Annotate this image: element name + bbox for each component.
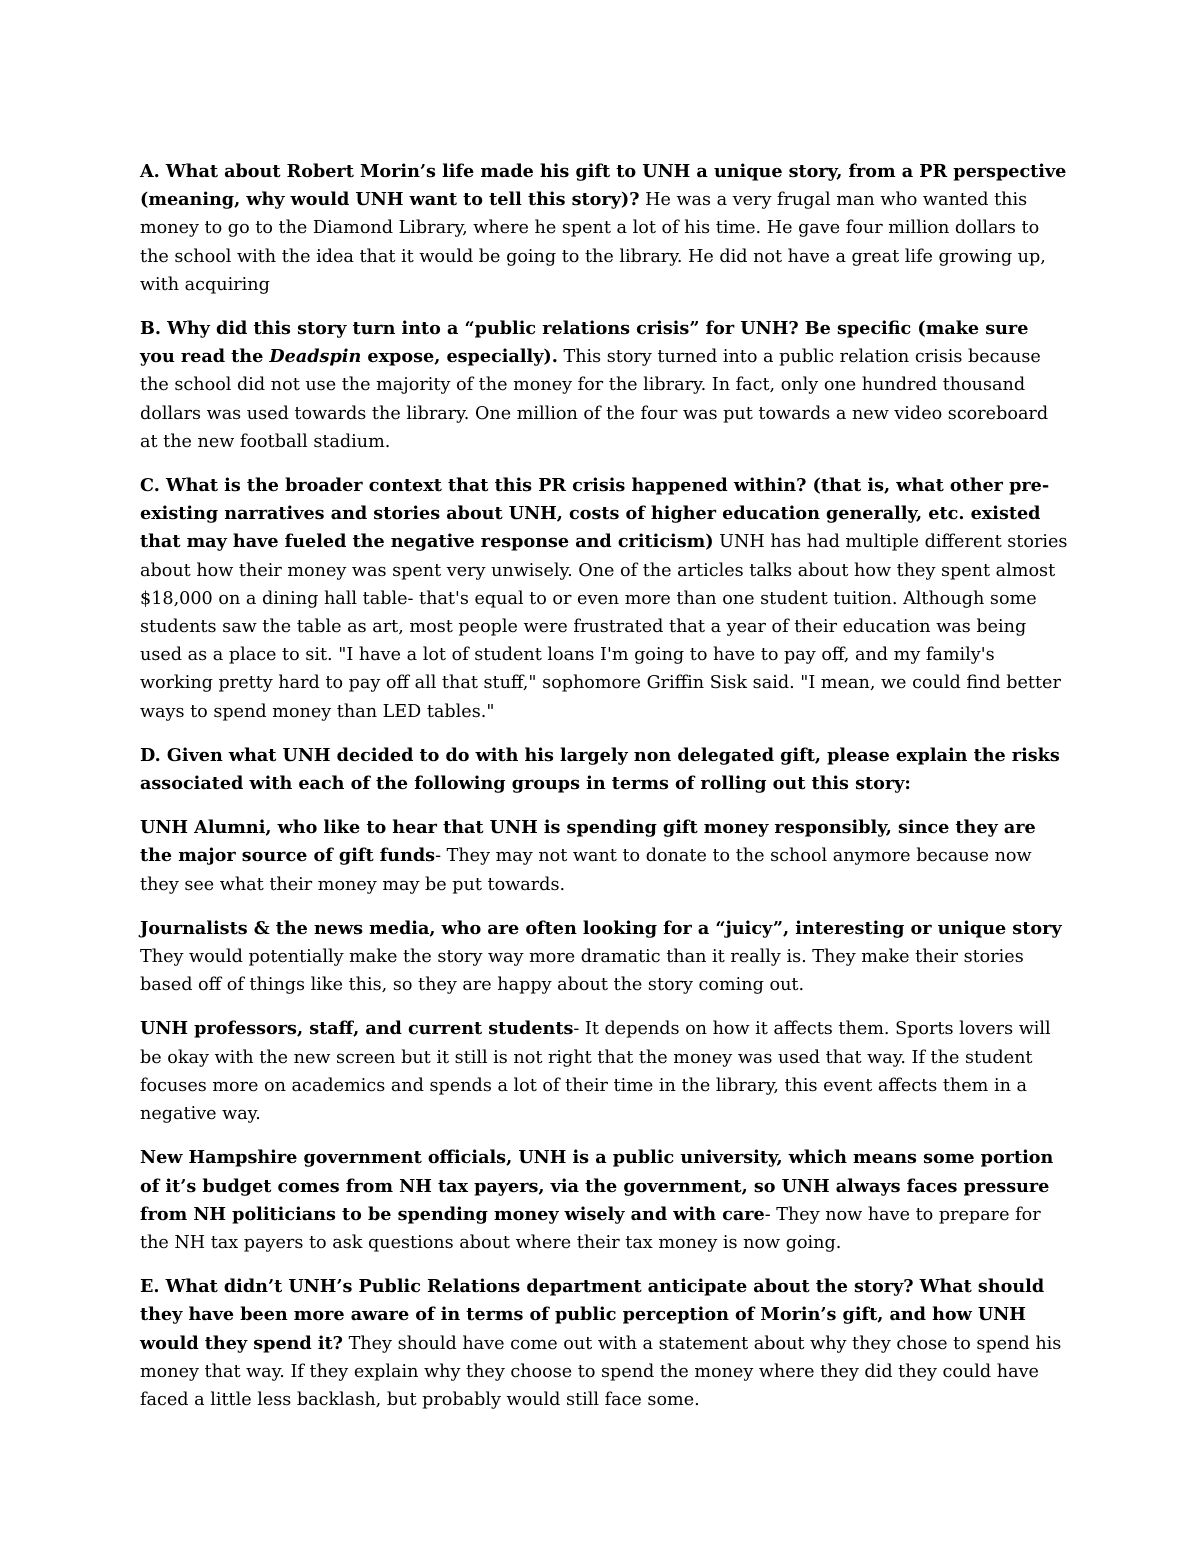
section-alumni [140, 814, 1068, 899]
answer-government: - They now have to prepare for the NH tax payers to ask questions about where their tax money is now going. [140, 1204, 1041, 1253]
document-body [140, 158, 1068, 1430]
section-professors [140, 1015, 1068, 1128]
answer-e: They should have come out with a statement about why they chose to spend his money that way. If they explain why they choose to spend the money where they did they could have faced a little less backlash, but probably would still face some. [140, 1333, 1062, 1410]
question-alumni: UNH Alumni, who like to hear that UNH is spending gift money responsibly, since they are the major source of gift funds [140, 817, 1036, 867]
question-b-start: B. Why did this story turn into a “public relations crisis” for UNH? Be specific (make sure you read the [140, 318, 1029, 368]
question-d: D. Given what UNH decided to do with his largely non delegated gift, please explain the risks associated with each of the following groups in terms of rolling out this story: [140, 744, 1060, 795]
answer-c: UNH has had multiple different stories about how their money was spent very unwisely. One of the articles talks about how they spent almost $18,000 on a dining hall table- that's equal to or even more than one student tuition. Although some students saw the table as art, most people were frustrated that a year of their education was being used as a place to sit. "I have a lot of student loans I'm going to have to pay off, and my family's working pretty hard to pay off all that stuff," sophomore Griffin Sisk said. "I mean, we could find better ways to spend money than LED tables." [140, 532, 1068, 722]
section-journalists [140, 915, 1068, 1000]
question-a: A. What about Robert Morin’s life made his gift to UNH a unique story, from a PR perspective (meaning, why would UNH want to tell this story)? [140, 161, 1067, 211]
answer-journalists: They would potentially make the story way more dramatic than it really is. They make their stories based off of things like this, so they are happy about the story coming out. [140, 947, 1024, 996]
question-professors: UNH professors, staff, and current students [140, 1018, 574, 1040]
question-b-deadspin: Deadspin [269, 346, 362, 368]
section-government [140, 1144, 1068, 1257]
section-e [140, 1273, 1068, 1414]
answer-alumni: - They may not want to donate to the school anymore because now they see what their money may be put towards. [140, 846, 1032, 895]
section-a [140, 158, 1068, 299]
question-b-end: expose, especially). [361, 346, 558, 368]
answer-b: This story turned into a public relation crisis because the school did not use the majority of the money for the library. In fact, only one hundred thousand dollars was used towards the library. One million of the four was put towards a new video scoreboard at the new football stadium. [140, 347, 1049, 452]
question-c: C. What is the broader context that this PR crisis happened within? (that is, what other pre-existing narratives and stories about UNH, costs of higher education generally, etc. existed that may have fueled the negative response and criticism) [140, 475, 1050, 553]
section-d [140, 742, 1068, 798]
section-b [140, 315, 1068, 456]
answer-professors: - It depends on how it affects them. Sports lovers will be okay with the new screen but it still is not right that the money was used that way. If the student focuses more on academics and spends a lot of their time in the library, this event affects them in a negative way. [140, 1019, 1051, 1125]
question-e: E. What didn’t UNH’s Public Relations department anticipate about the story? What should they have been more aware of in terms of public perception of Morin’s gift, and how UNH would they spend it? [140, 1276, 1045, 1354]
question-journalists: Journalists & the news media, who are often looking for a “juicy”, interesting or unique story [140, 917, 1062, 939]
section-c [140, 472, 1068, 726]
answer-a: He was a very frugal man who wanted this money to go to the Diamond Library, where he spent a lot of his time. He gave four million dollars to the school with the idea that it would be going to the library. He did not have a great life growing up, with acquiring [140, 190, 1046, 295]
question-government: New Hampshire government officials, UNH is a public university, which means some portion of it’s budget comes from NH tax payers, via the government, so UNH always faces pressure from NH politicians to be spending money wisely and with care [140, 1147, 1054, 1225]
